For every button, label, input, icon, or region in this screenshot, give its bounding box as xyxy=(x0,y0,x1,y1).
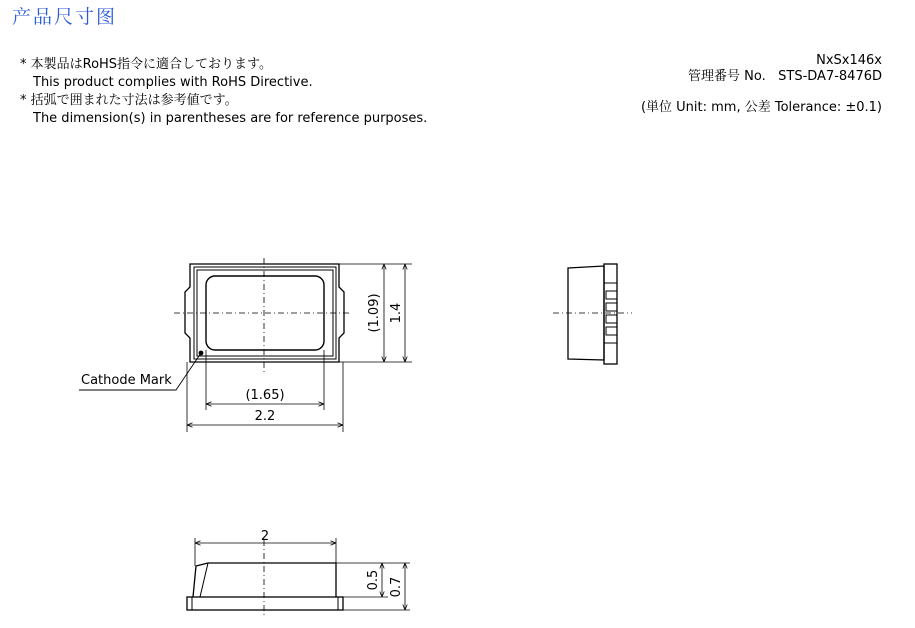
control-number: 管理番号 No. STS-DA7-8476D xyxy=(688,69,882,84)
side-pad-1 xyxy=(606,291,617,299)
part-number: NxSx146x xyxy=(816,53,882,68)
dim-front-width: 2 xyxy=(260,529,270,544)
front-base xyxy=(187,597,343,610)
side-body xyxy=(568,266,604,360)
note-reference-en: The dimension(s) in parentheses are for reference purposes. xyxy=(33,111,428,126)
side-pad-2 xyxy=(606,303,617,311)
dim-outer-height: 1.4 xyxy=(389,302,404,324)
side-pad-3 xyxy=(606,315,617,323)
note-rohs-en: This product complies with RoHS Directive. xyxy=(33,75,313,90)
dim-outer-width: 2.2 xyxy=(254,409,276,424)
dim-inner-height: (1.09) xyxy=(367,293,382,333)
front-body xyxy=(193,563,336,597)
side-pad-4 xyxy=(606,327,617,335)
dim-front-height-a: 0.5 xyxy=(366,569,381,591)
cathode-label: Cathode Mark xyxy=(81,373,172,388)
note-rohs-jp: * 本製品はRoHS指令に適合しております。 xyxy=(20,57,273,72)
right-side-view xyxy=(553,264,632,364)
top-view xyxy=(79,258,412,432)
note-reference-jp: * 括弧で囲まれた寸法は参考値です。 xyxy=(20,93,238,108)
front-view xyxy=(187,529,410,618)
dim-inner-width: (1.65) xyxy=(245,388,285,403)
dim-front-height-b: 0.7 xyxy=(389,576,404,598)
side-lead-frame xyxy=(604,264,617,364)
page-title: 产品尺寸图 xyxy=(12,6,118,28)
unit-tolerance: (単位 Unit: mm, 公差 Tolerance: ±0.1) xyxy=(640,100,882,115)
